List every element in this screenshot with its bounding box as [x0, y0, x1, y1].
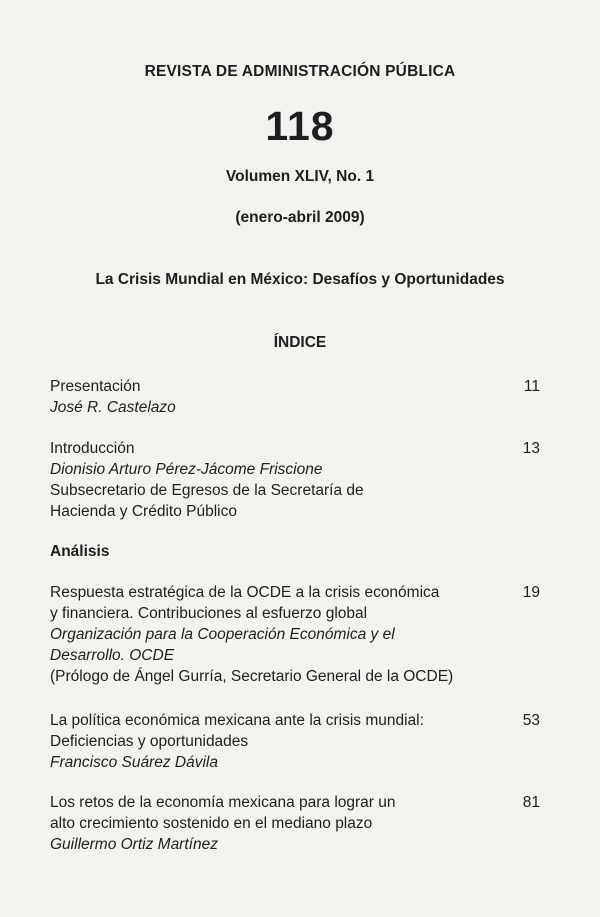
- entry-author: José R. Castelazo: [50, 399, 176, 416]
- issue-number: 118: [265, 103, 335, 149]
- entry-page-number: 19: [522, 584, 540, 601]
- journal-title: REVISTA DE ADMINISTRACIÓN PÚBLICA: [144, 63, 456, 80]
- toc-entry: [50, 582, 550, 687]
- entry-title: alto crecimiento sostenido en el mediano plazo: [50, 815, 373, 832]
- entry-author: Organización para la Cooperación Económica y el: [50, 626, 395, 643]
- entry-author: Dionisio Arturo Pérez-Jácome Friscione: [50, 461, 323, 478]
- entry-title: Respuesta estratégica de la OCDE a la crisis económica: [50, 584, 440, 601]
- issue-dates: (enero-abril 2009): [235, 209, 365, 226]
- issue-theme: La Crisis Mundial en México: Desafíos y Oportunidades: [95, 271, 505, 288]
- entry-title: Los retos de la economía mexicana para lograr un: [50, 794, 396, 811]
- toc-entry: [50, 438, 550, 522]
- entry-author-role: Subsecretario de Egresos de la Secretaría de: [50, 482, 364, 499]
- entry-author: Guillermo Ortiz Martínez: [50, 836, 218, 853]
- entry-title: Introducción: [50, 440, 135, 457]
- entry-note: (Prólogo de Ángel Gurría, Secretario General de la OCDE): [50, 668, 454, 685]
- entry-title: Deficiencias y oportunidades: [50, 733, 249, 750]
- entry-author: Francisco Suárez Dávila: [50, 754, 218, 771]
- toc-entry: [50, 376, 550, 418]
- entry-title: y financiera. Contribuciones al esfuerzo global: [50, 605, 368, 622]
- index-heading: ÍNDICE: [273, 334, 327, 351]
- entry-title: Presentación: [50, 378, 141, 395]
- entry-page-number: 81: [522, 794, 540, 811]
- toc-entry: [50, 710, 550, 773]
- section-heading-analisis: Análisis: [50, 543, 110, 560]
- toc-entry: [50, 792, 550, 855]
- entry-page-number: 11: [523, 378, 540, 395]
- entry-page-number: 53: [522, 712, 540, 729]
- entry-author-role: Hacienda y Crédito Público: [50, 503, 237, 520]
- entry-author: Desarrollo. OCDE: [50, 647, 175, 664]
- entry-page-number: 13: [522, 440, 540, 457]
- volume-label: Volumen XLIV, No. 1: [225, 168, 375, 185]
- entry-title: La política económica mexicana ante la crisis mundial:: [50, 712, 424, 729]
